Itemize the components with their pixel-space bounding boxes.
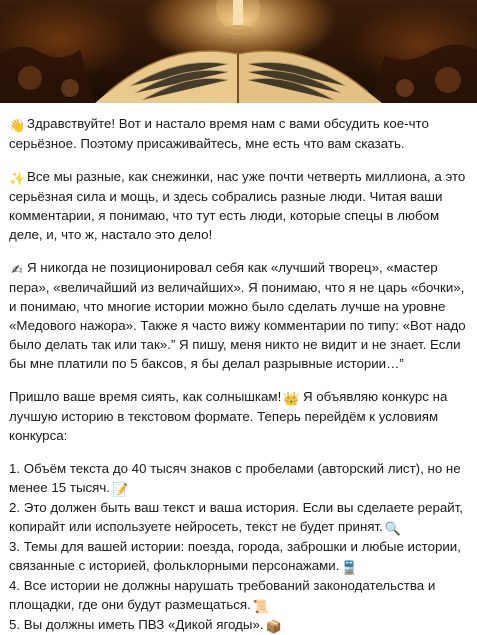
list-item <box>9 576 471 615</box>
open-book-illustration <box>0 0 477 103</box>
paragraph-contest-announcement <box>9 387 471 445</box>
list-item <box>9 459 471 498</box>
crown-icon: 👑 <box>283 392 300 407</box>
paragraph-text: Я никогда не позиционировал себя как «лучший творец», «мастер пера», «величайший из величайших». Я понимаю, что я не царь «бочки», и понимаю, что многие истории можно было сделать лучше на уровне «Медового нажора». Также я часто вижу комментарии по типу: «Вот надо было делать так или так».” Я пишу, меня никто не видит и не знает. Если бы мне платили по 5 баксов, я бы делал разрывные истории…” <box>9 260 466 371</box>
list-item <box>9 537 471 576</box>
paragraph-community <box>9 167 471 244</box>
waving-hand-icon: 👋 <box>9 119 26 134</box>
condition-text: 1. Объём текста до 40 тысяч знаков с пробелами (авторский лист), но не менее 15 тысяч. <box>9 461 461 495</box>
sparkles-icon: ✨ <box>9 172 26 187</box>
list-item <box>9 615 471 635</box>
paragraph-text: Здравствуйте! Вот и настало время нам с вами обсудить кое-что серьёзное. Поэтому присаживайтесь, мне есть что вам сказать. <box>9 116 429 151</box>
post-text <box>9 114 471 635</box>
paragraph-text: Пришло ваше время сиять, как солнышкам! <box>9 389 282 404</box>
scroll-icon: 📜 <box>252 600 269 615</box>
paragraph-text: Все мы разные, как снежинки, нас уже почти четверть миллиона, а это серьёзная сила и мощь, и здесь собрались разные люди. Читая ваши комментарии, я понимаю, что тут есть люди, которые спецы в любом деле, и, что ж, настало это дело! <box>9 169 466 242</box>
magnifier-icon: 🔍 <box>384 522 402 537</box>
paragraph-greeting <box>9 114 471 153</box>
paragraph-text: Я объявляю конкурс на лучшую историю в текстовом формате. Теперь перейдём к условиям конкурса: <box>9 389 448 443</box>
condition-text: 2. Это должен быть ваш текст и ваша история. Если вы сделаете рерайт, копирайт или используете нейросеть, текст не будет принят. <box>9 500 464 534</box>
list-item <box>9 498 471 537</box>
paragraph-author <box>9 258 471 373</box>
package-icon: 📦 <box>265 620 282 635</box>
condition-text: 3. Темы для вашей истории: поезда, города, заброшки и любые истории, связанные с историей, фольклорными персонажами. <box>9 539 461 573</box>
memo-icon: 📝 <box>111 483 129 498</box>
condition-text: 4. Все истории не должны нарушать требований законодательства и площадки, где они будут размещаться. <box>9 578 436 612</box>
condition-text: 5. Вы должны иметь ПВЗ «Дикой ягоды». <box>9 617 264 632</box>
writing-hand-icon: ✍ <box>11 263 23 278</box>
conditions-list <box>9 459 471 635</box>
header-image <box>0 0 477 103</box>
train-icon: 🚆 <box>341 561 358 576</box>
